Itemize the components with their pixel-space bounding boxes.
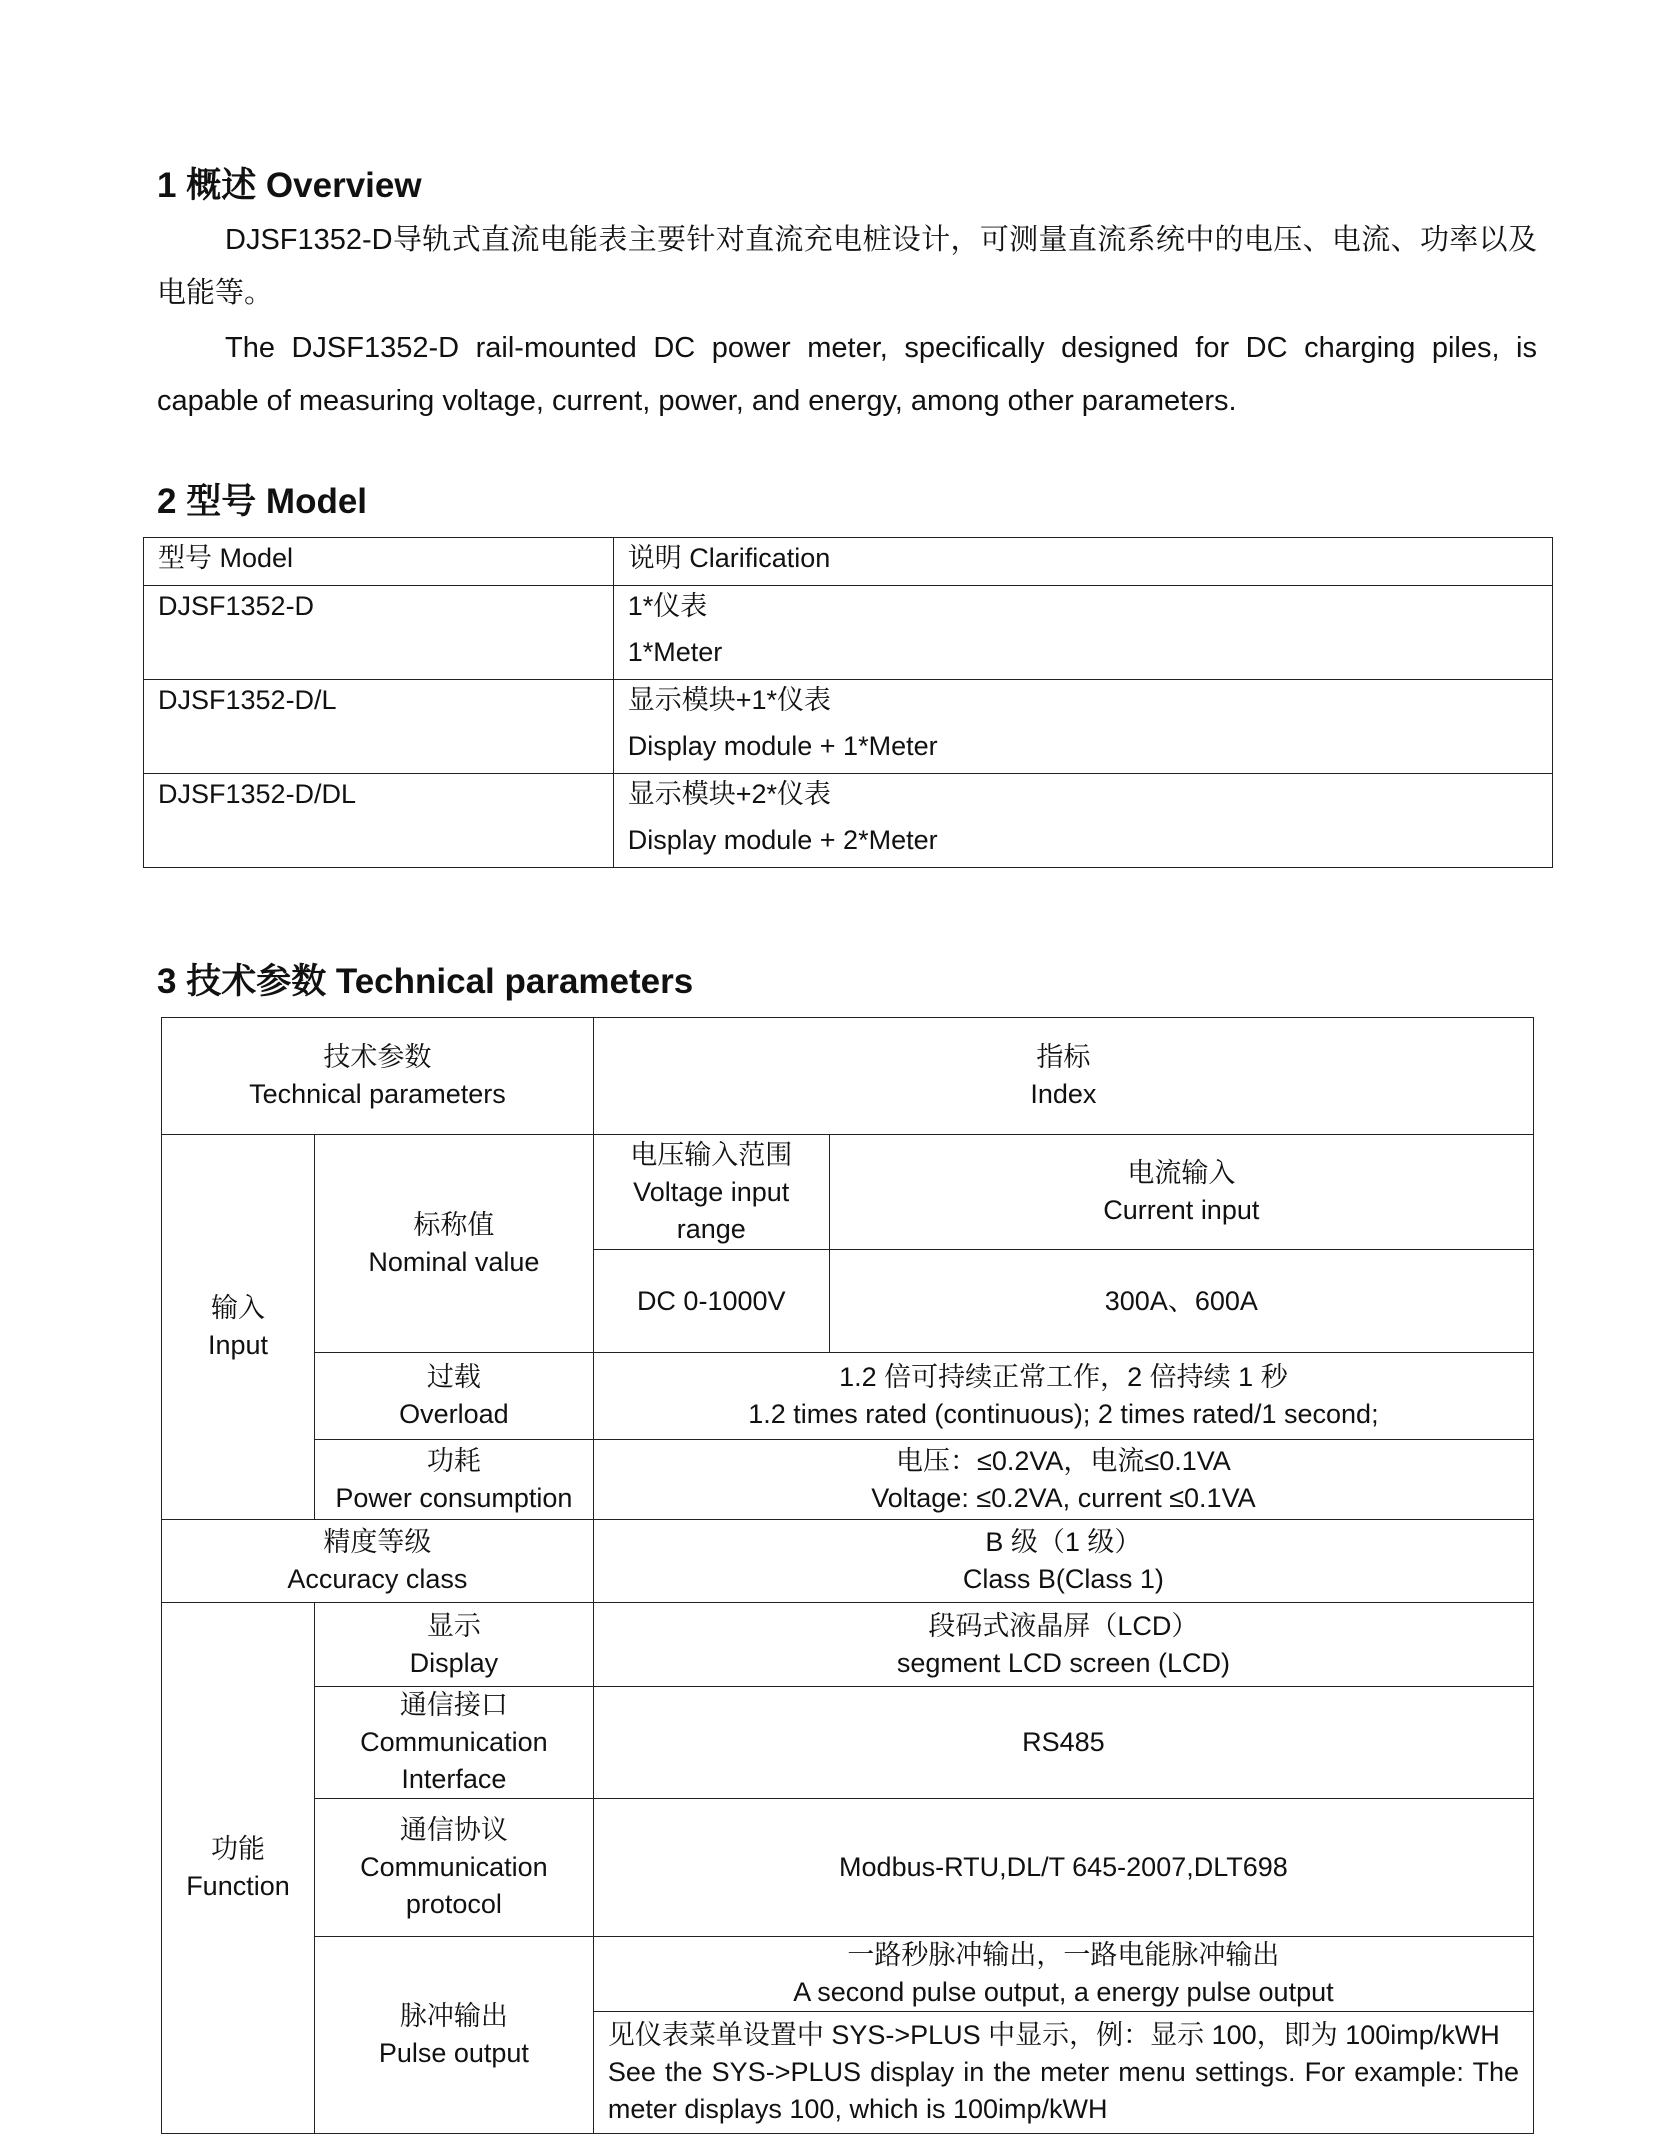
nominal-value-cell: 标称值 Nominal value xyxy=(314,1135,593,1353)
display-value-cell: 段码式液晶屏（LCD） segment LCD screen (LCD) xyxy=(593,1603,1533,1687)
table-row xyxy=(162,1520,1534,1603)
power-consumption-value-cell: 电压：≤0.2VA，电流≤0.1VA Voltage: ≤0.2VA, current ≤0.1VA xyxy=(593,1440,1533,1520)
pulse-output-setting-cell: 见仪表菜单设置中 SYS->PLUS 中显示，例：显示 100，即为 100imp/kWH See the SYS->PLUS display in the meter menu settings. For example: The meter displays 100, which is 100imp/kWH xyxy=(593,2012,1533,2134)
current-input-cell: 电流输入 Current input xyxy=(829,1135,1533,1250)
table-row xyxy=(144,680,1553,774)
display-cell: 显示 Display xyxy=(314,1603,593,1687)
table-row xyxy=(162,1135,1534,1250)
header-index: 指标 Index xyxy=(593,1018,1533,1135)
input-category-cell: 输入 Input xyxy=(162,1135,315,1520)
table-row xyxy=(162,1799,1534,1937)
function-category-cell: 功能 Function xyxy=(162,1603,315,2134)
table-row xyxy=(162,1440,1534,1520)
model-cell: DJSF1352-D/L xyxy=(144,680,614,774)
table-row xyxy=(162,1937,1534,2012)
voltage-value-cell: DC 0-1000V xyxy=(593,1250,829,1353)
table-header-row xyxy=(162,1018,1534,1135)
pulse-output-cell: 脉冲输出 Pulse output xyxy=(314,1937,593,2134)
table-header-row xyxy=(144,538,1553,586)
communication-protocol-value-cell: Modbus-RTU,DL/T 645-2007,DLT698 xyxy=(593,1799,1533,1937)
section-heading-model: 2 型号 Model xyxy=(157,482,368,521)
section-heading-technical: 3 技术参数 Technical parameters xyxy=(157,962,694,1001)
model-table xyxy=(143,537,1553,868)
table-row xyxy=(162,1603,1534,1687)
table-row xyxy=(162,1353,1534,1440)
column-header-clarification: 说明 Clarification xyxy=(613,538,1552,586)
clarification-cell: 1*仪表 1*Meter xyxy=(613,586,1552,680)
column-header-model: 型号 Model xyxy=(144,538,614,586)
overload-value-cell: 1.2 倍可持续正常工作，2 倍持续 1 秒 1.2 times rated (continuous); 2 times rated/1 second; xyxy=(593,1353,1533,1440)
accuracy-class-value-cell: B 级（1 级） Class B(Class 1) xyxy=(593,1520,1533,1603)
voltage-input-range-cell: 电压输入范围 Voltage input range xyxy=(593,1135,829,1250)
table-row xyxy=(144,774,1553,868)
overview-paragraph-en: The DJSF1352-D rail-mounted DC power meter, specifically designed for DC charging piles, is capable of measuring voltage, current, power, and energy, among other parameters. xyxy=(157,332,1537,417)
table-row xyxy=(144,586,1553,680)
communication-interface-cell: 通信接口 Communication Interface xyxy=(314,1687,593,1799)
pulse-output-value-cell: 一路秒脉冲输出，一路电能脉冲输出 A second pulse output, a energy pulse output xyxy=(593,1937,1533,2012)
header-technical-parameters: 技术参数 Technical parameters xyxy=(162,1018,594,1135)
clarification-cell: 显示模块+2*仪表 Display module + 2*Meter xyxy=(613,774,1552,868)
section-heading-overview: 1 概述 Overview xyxy=(157,166,422,205)
technical-parameters-table xyxy=(161,1017,1534,2134)
communication-interface-value-cell: RS485 xyxy=(593,1687,1533,1799)
overview-paragraph-cn: DJSF1352-D导轨式直流电能表主要针对直流充电桩设计，可测量直流系统中的电压、电流、功率以及电能等。 xyxy=(157,224,1537,309)
overload-cell: 过载 Overload xyxy=(314,1353,593,1440)
accuracy-class-cell: 精度等级 Accuracy class xyxy=(162,1520,594,1603)
model-cell: DJSF1352-D/DL xyxy=(144,774,614,868)
clarification-cell: 显示模块+1*仪表 Display module + 1*Meter xyxy=(613,680,1552,774)
model-cell: DJSF1352-D xyxy=(144,586,614,680)
table-row xyxy=(162,1687,1534,1799)
power-consumption-cell: 功耗 Power consumption xyxy=(314,1440,593,1520)
communication-protocol-cell: 通信协议 Communication protocol xyxy=(314,1799,593,1937)
current-value-cell: 300A、600A xyxy=(829,1250,1533,1353)
